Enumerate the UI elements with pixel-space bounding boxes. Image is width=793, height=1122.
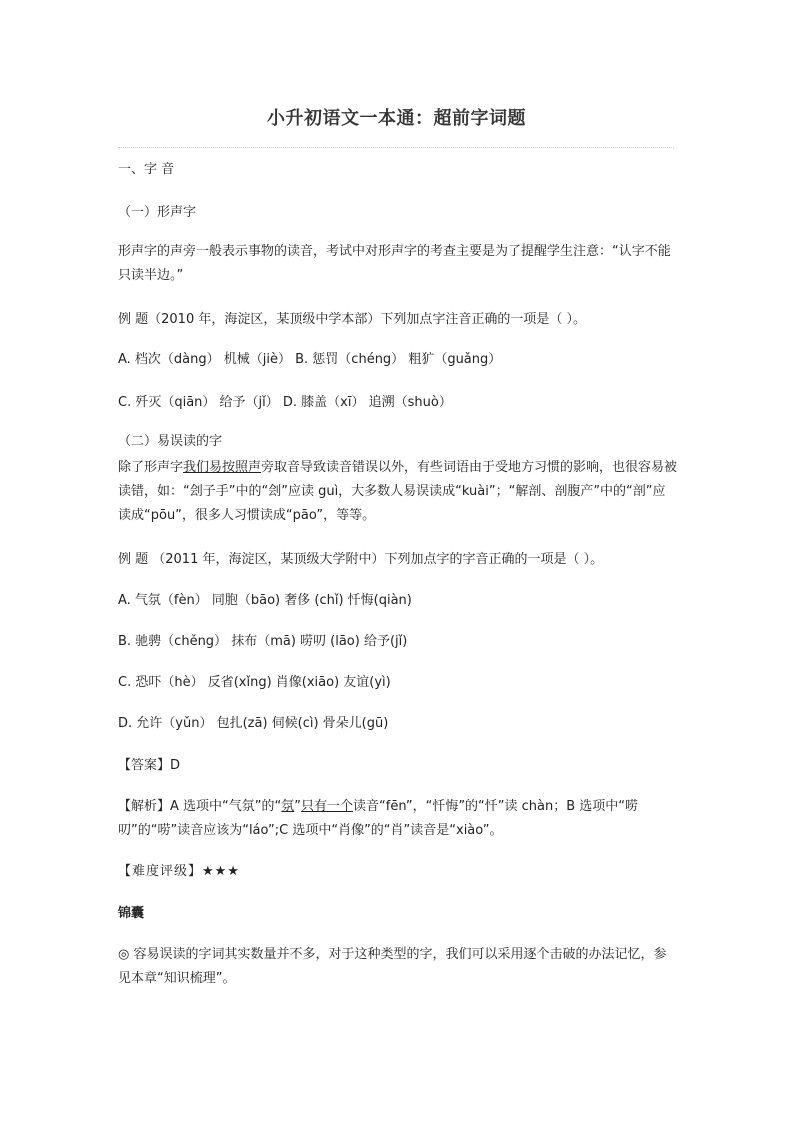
- page-title: 小升初语文一本通：超前字词题: [267, 108, 526, 129]
- section-heading-pronunciation: 一、字 音: [118, 162, 175, 177]
- subsection-heading-misread: （二）易误读的字: [118, 434, 223, 449]
- example2-option-d: D. 允许（yǔn） 包扎(zā) 伺候(cì) 骨朵儿(gū): [118, 716, 389, 731]
- example2-option-a: A. 气氛（fèn） 同胞（bāo) 奢侈 (chǐ) 忏悔(qiàn): [118, 593, 412, 608]
- analysis-part-2: ”: [294, 799, 301, 814]
- example2-question: 例 题 （2011 年，海淀区，某顶级大学附中）下列加点字的字音正确的一项是（ ）。: [118, 552, 604, 567]
- paragraph-xingsheng: 形声字的声旁一般表示事物的读音，考试中对形声字的考查主要是为了提醒学生注意：“认字不能只读半边。”: [118, 244, 671, 283]
- example1-question: 例 题（2010 年，海淀区，某顶级中学本部）下列加点字注音正确的一项是（ ）。: [118, 312, 586, 327]
- tip-heading: 锦囊: [118, 906, 145, 921]
- example1-options-cd: C. 歼灭（qiān） 给予（jǐ） D. 膝盖（xī） 追溯（shuò）: [118, 395, 452, 410]
- title-divider: [118, 147, 674, 148]
- answer-line: 【答案】D: [118, 758, 181, 773]
- tip-paragraph: ◎ 容易误读的字词其实数量并不多，对于这种类型的字，我们可以采用逐个击破的办法记忆，参见本章“知识梳理”。: [118, 947, 667, 986]
- analysis-paragraph: [118, 795, 678, 843]
- analysis-underlined-2: 只有一个: [301, 799, 354, 814]
- paragraph-misread-start: 除了形声字: [118, 460, 184, 475]
- analysis-part-1: 【解析】A 选项中“气氛”的“: [118, 799, 282, 814]
- paragraph-misread-rest: 旁取音导致读音错误以外，有些词语由于受地方习惯的影响，也很容易被读错，如：“刽子手”中的“刽”应读 guì，大多数人易误读成“kuài”；“解剖、剖腹产”中的“剖”应读成“pōu”，很多人习惯读成“pāo”，等等。: [118, 460, 678, 523]
- subsection-heading-xingsheng: （一）形声字: [118, 205, 197, 220]
- example2-option-b: B. 驰骋（chěng） 抹布（mā) 唠叨 (lāo) 给予(jǐ): [118, 634, 408, 649]
- paragraph-misread: [118, 456, 678, 528]
- example1-options-ab: A. 档次（dàng） 机械（jiè） B. 惩罚（chéng） 粗犷（guǎng）: [118, 352, 502, 367]
- analysis-part-3: 读音“fēn”，“忏悔”的“忏”读 chàn；B 选项中“唠叨”的“唠”读音应该为“láo”;C 选项中“肖像”的“肖”读音是“xiào”。: [118, 799, 639, 838]
- paragraph-misread-underlined: 我们易按照声: [183, 460, 262, 475]
- analysis-underlined-1: 氛: [281, 799, 295, 814]
- example2-option-c: C. 恐吓（hè） 反省(xǐng) 肖像(xiāo) 友谊(yì): [118, 675, 391, 690]
- difficulty-rating: 【难度评级】★★★: [118, 864, 240, 879]
